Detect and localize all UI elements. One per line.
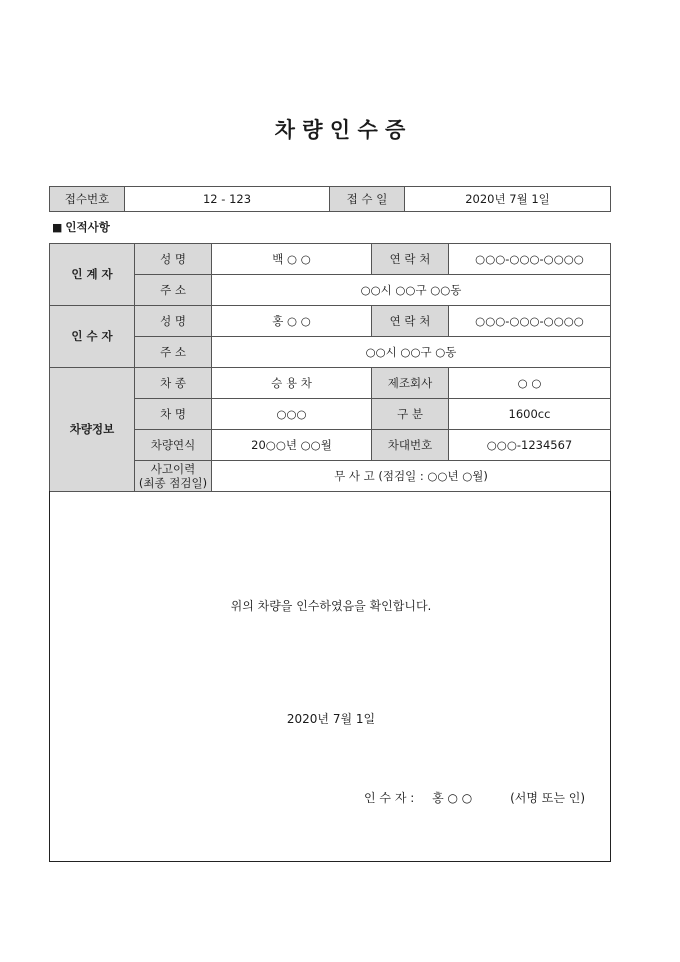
giver-group-label: 인 계 자	[50, 244, 135, 306]
accident-label-line-2: (최종 점검일)	[138, 476, 208, 490]
info-table	[49, 243, 611, 492]
table-row	[50, 275, 611, 306]
receiver-name-label: 성 명	[135, 306, 212, 337]
vehicle-class-label: 구 분	[372, 399, 449, 430]
vehicle-maker-value: ○ ○	[449, 368, 611, 399]
accident-label-line-1: 사고이력	[150, 461, 196, 476]
giver-contact-value: ○○○-○○○-○○○○	[449, 244, 611, 275]
vehicle-year-value: 20○○년 ○○월	[212, 430, 372, 461]
receiver-address-label: 주 소	[135, 337, 212, 368]
vehicle-type-label: 차 종	[135, 368, 212, 399]
table-row	[50, 399, 611, 430]
confirmation-date: 2020년 7월 1일	[286, 712, 376, 726]
receipt-number-label: 접수번호	[50, 187, 125, 212]
receipt-date-value: 2020년 7월 1일	[405, 187, 611, 212]
signer-label: 인 수 자 :	[364, 791, 415, 805]
vehicle-accident-value: 무 사 고 (점검일 : ○○년 ○월)	[212, 461, 611, 492]
vehicle-group-label: 차량정보	[50, 368, 135, 492]
table-row	[50, 461, 611, 492]
confirmation-box	[49, 491, 611, 862]
receiver-contact-value: ○○○-○○○-○○○○	[449, 306, 611, 337]
vehicle-maker-label: 제조회사	[372, 368, 449, 399]
signer-name: 홍 ○ ○	[432, 791, 473, 805]
giver-contact-label: 연 락 처	[372, 244, 449, 275]
receipt-number-value: 12 - 123	[125, 187, 330, 212]
signature-note: (서명 또는 인)	[510, 791, 586, 805]
table-row	[50, 306, 611, 337]
confirmation-statement: 위의 차량을 인수하였음을 확인합니다.	[230, 599, 432, 613]
vehicle-class-value: 1600cc	[449, 399, 611, 430]
giver-name-value: 백 ○ ○	[212, 244, 372, 275]
section-title: 인적사항	[65, 220, 110, 234]
vehicle-type-value: 승 용 차	[212, 368, 372, 399]
receiver-contact-label: 연 락 처	[372, 306, 449, 337]
giver-address-label: 주 소	[135, 275, 212, 306]
receiver-address-value: ○○시 ○○구 ○동	[212, 337, 611, 368]
square-bullet-icon: ■	[52, 221, 63, 234]
table-row	[50, 368, 611, 399]
vehicle-vin-value: ○○○-1234567	[449, 430, 611, 461]
giver-address-value: ○○시 ○○구 ○○동	[212, 275, 611, 306]
table-row	[50, 430, 611, 461]
receipt-table	[49, 186, 611, 212]
document-title: 차 량 인 수 증	[274, 118, 406, 142]
vehicle-model-label: 차 명	[135, 399, 212, 430]
vehicle-vin-label: 차대번호	[372, 430, 449, 461]
vehicle-model-value: ○○○	[212, 399, 372, 430]
vehicle-accident-label	[135, 461, 212, 492]
receiver-group-label: 인 수 자	[50, 306, 135, 368]
vehicle-year-label: 차량연식	[135, 430, 212, 461]
giver-name-label: 성 명	[135, 244, 212, 275]
section-heading	[52, 219, 110, 235]
receiver-name-value: 홍 ○ ○	[212, 306, 372, 337]
signature-line	[364, 789, 585, 806]
table-row	[50, 244, 611, 275]
receipt-row	[50, 187, 611, 212]
receipt-date-label: 접 수 일	[330, 187, 405, 212]
table-row	[50, 337, 611, 368]
